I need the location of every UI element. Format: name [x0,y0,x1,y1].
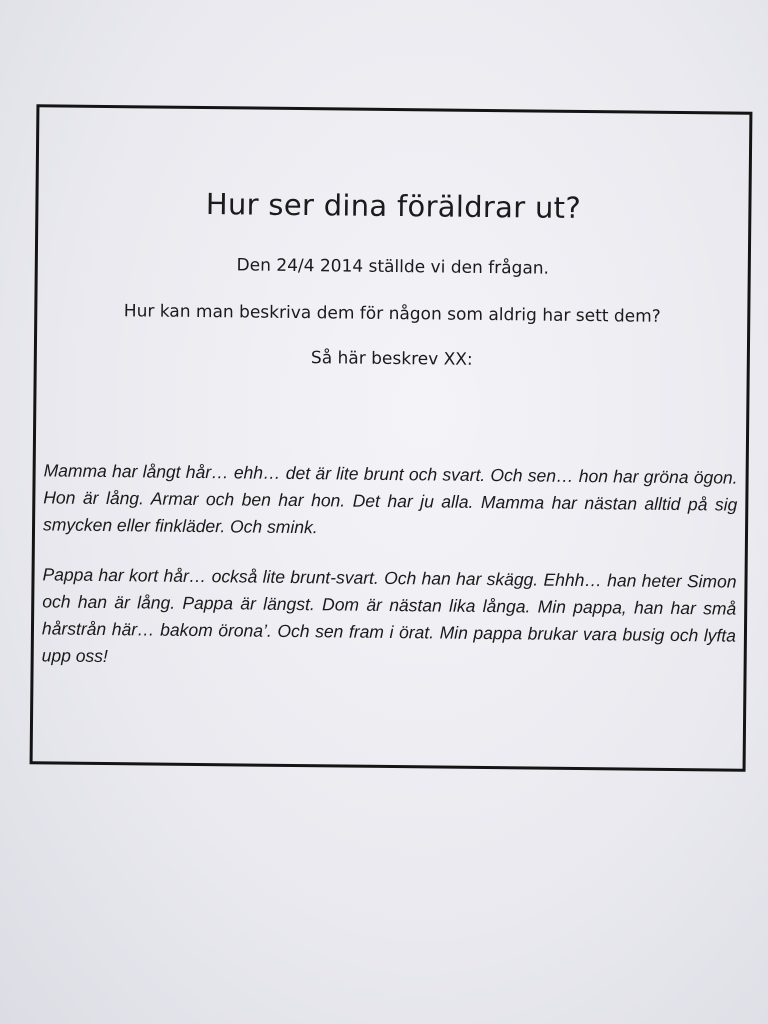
paragraph-pappa: Pappa har kort hår… också lite brunt-svart. Och han har skägg. Ehhh… han heter Simon och han är lång. Pappa är längst. Dom är nästan lika långa. Min pappa, han har små hårstrån här… bakom örona’. Och sen fram i örat. Min pappa brukar vara busig och lyfta upp oss! [41,564,737,667]
document-title: Hur ser dina föräldrar ut? [205,187,582,225]
intro-line: Så här beskrev XX: [310,348,473,370]
paragraph-mamma: Mamma har långt hår… ehh… det är lite brunt och svart. Och sen… hon har gröna ögon. Hon är lång. Armar och ben har hon. Det har ju alla. Mamma har nästan alltid på sig smycken eller finkläder. Och smink. [42,460,738,538]
date-line: Den 24/4 2014 ställde vi den frågan. [236,255,550,279]
bordered-text-box [30,104,753,771]
question-line: Hur kan man beskriva dem för någon som aldrig har sett dem? [123,301,661,327]
